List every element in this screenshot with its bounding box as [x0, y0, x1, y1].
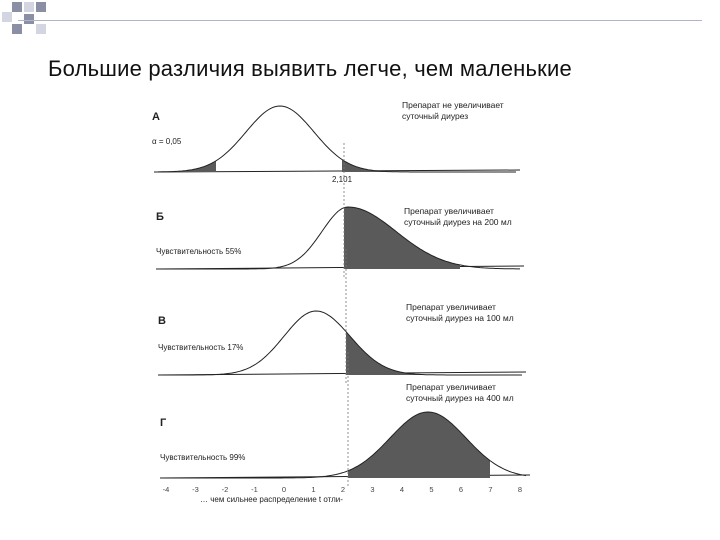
- axis-tick-label: -1: [251, 485, 258, 494]
- deco-square: [12, 2, 22, 12]
- axis-tick-label: 0: [281, 485, 287, 494]
- panel-parameter: Чувствительность 17%: [158, 343, 244, 352]
- panel-letter: А: [152, 111, 160, 123]
- panel-letter: В: [158, 315, 166, 327]
- panel-parameter: Чувствительность 99%: [160, 453, 246, 462]
- panel-letter: Б: [156, 211, 164, 223]
- critical-value-label: 2,101: [332, 175, 353, 184]
- axis-tick-label: 2: [340, 485, 346, 494]
- slide-title: Большие различия выявить легче, чем маленькие: [48, 56, 572, 81]
- axis-tick-label: 7: [488, 485, 493, 494]
- axis-tick-label: -3: [192, 485, 199, 494]
- panel-note: суточный диурез на 400 мл: [406, 393, 514, 403]
- deco-square: [36, 24, 46, 34]
- deco-square: [2, 12, 12, 22]
- axis-tick-label: 1: [311, 485, 316, 494]
- panel-letter: Г: [160, 417, 167, 429]
- axis-tick-label: -2: [221, 485, 229, 494]
- deco-square: [12, 24, 22, 34]
- panel-note: суточный диурез на 200 мл: [404, 217, 512, 227]
- panel-note: Препарат не увеличивает: [402, 100, 504, 110]
- panel-note: суточный диурез на 100 мл: [406, 313, 514, 323]
- panel-note: Препарат увеличивает: [404, 206, 494, 216]
- figure-caption-fragment: … чем сильнее распределение t отли-: [200, 495, 343, 504]
- panel-note: Препарат увеличивает: [406, 382, 496, 392]
- deco-square: [24, 14, 34, 24]
- power-distribution-figure: [140, 92, 540, 512]
- panel-note: суточный диурез: [402, 111, 469, 121]
- deco-square: [36, 2, 46, 12]
- deco-square: [24, 2, 34, 12]
- panel-a: [152, 100, 520, 184]
- axis-tick-label: 3: [370, 485, 375, 494]
- shaded-area: [342, 160, 385, 173]
- header-rule: [18, 20, 702, 21]
- axis-tick-label: 5: [429, 485, 434, 494]
- panel-parameter: α = 0,05: [152, 137, 182, 146]
- shaded-area: [348, 412, 490, 478]
- axis-tick-label: -4: [162, 485, 170, 494]
- axis-tick-label: 6: [458, 485, 464, 494]
- panel-parameter: Чувствительность 55%: [156, 247, 242, 256]
- axis-tick-label: 8: [517, 485, 523, 494]
- panel-note: Препарат увеличивает: [406, 302, 496, 312]
- axis-tick-label: 4: [399, 485, 405, 494]
